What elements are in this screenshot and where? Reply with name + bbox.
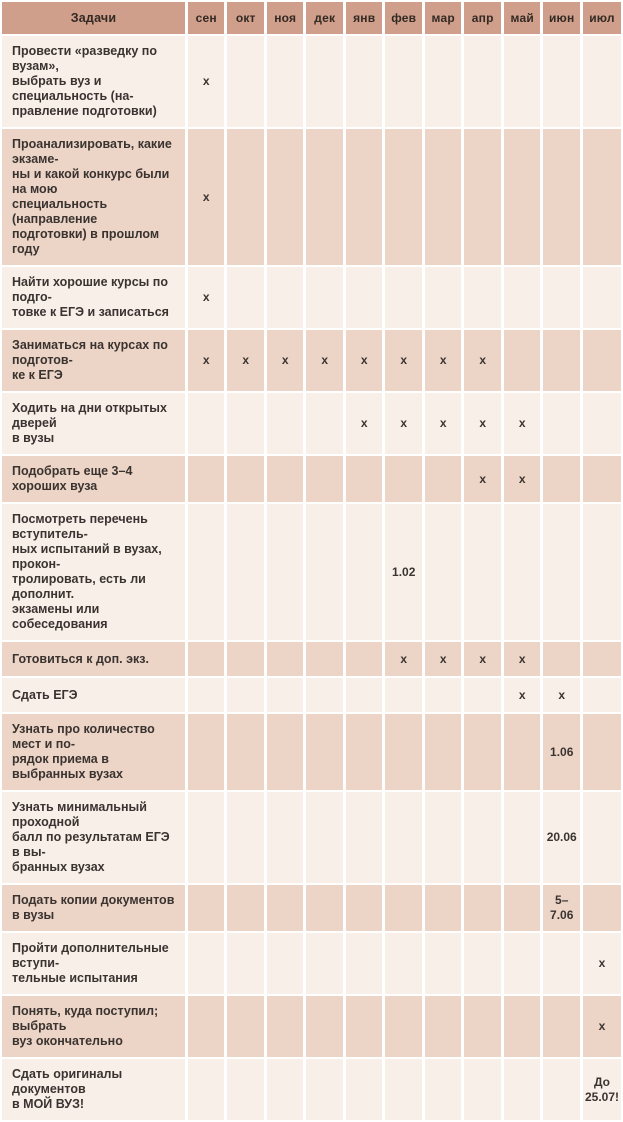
column-header-month-2: окт: [227, 2, 264, 34]
empty-cell: [227, 456, 264, 502]
schedule-mark-cell: До 25.07!: [583, 1059, 621, 1120]
empty-cell: [267, 504, 304, 640]
empty-cell: [464, 792, 501, 883]
empty-cell: [346, 504, 383, 640]
empty-cell: [543, 267, 580, 328]
empty-cell: [188, 996, 224, 1057]
empty-cell: [543, 1059, 580, 1120]
empty-cell: [464, 1059, 501, 1120]
empty-cell: [425, 1059, 462, 1120]
task-label-line: товке к ЕГЭ и записаться: [12, 305, 169, 319]
empty-cell: [504, 885, 541, 931]
empty-cell: [227, 642, 264, 676]
empty-cell: [425, 267, 462, 328]
empty-cell: [188, 393, 224, 454]
empty-cell: [425, 456, 462, 502]
task-label-line: Найти хорошие курсы по подго-: [12, 275, 168, 304]
empty-cell: [267, 678, 304, 712]
task-label-line: Сдать ЕГЭ: [12, 687, 78, 702]
task-label: [12, 137, 175, 257]
task-label: [12, 275, 175, 320]
empty-cell: [267, 456, 304, 502]
empty-cell: [267, 36, 304, 127]
task-cell: [2, 456, 185, 502]
task-label: [12, 401, 175, 446]
empty-cell: [425, 996, 462, 1057]
empty-cell: [583, 393, 621, 454]
task-label: [12, 652, 149, 667]
task-label-line: Понять, куда поступил; выбрать: [12, 1004, 159, 1033]
task-label: [12, 941, 175, 986]
empty-cell: [306, 996, 343, 1057]
empty-cell: [267, 885, 304, 931]
empty-cell: [346, 714, 383, 790]
empty-cell: [464, 267, 501, 328]
column-header-month-4: дек: [306, 2, 343, 34]
empty-cell: [543, 456, 580, 502]
task-cell: [2, 642, 185, 676]
task-label-line: правление подготовки): [12, 104, 157, 118]
empty-cell: [267, 267, 304, 328]
empty-cell: [267, 393, 304, 454]
empty-cell: [227, 885, 264, 931]
schedule-mark-cell: x: [464, 642, 501, 676]
empty-cell: [306, 642, 343, 676]
task-label: [12, 512, 175, 632]
task-label-line: в МОЙ ВУЗ!: [12, 1097, 85, 1111]
task-cell: [2, 1059, 185, 1120]
task-label-line: выбрать вуз и специальность (на-: [12, 74, 134, 103]
empty-cell: [543, 330, 580, 391]
empty-cell: [346, 129, 383, 265]
task-label-line: в вузы: [12, 431, 55, 445]
empty-cell: [267, 1059, 304, 1120]
empty-cell: [583, 36, 621, 127]
empty-cell: [504, 36, 541, 127]
task-label-line: тролировать, есть ли дополнит.: [12, 572, 146, 601]
empty-cell: [188, 792, 224, 883]
empty-cell: [267, 792, 304, 883]
empty-cell: [267, 714, 304, 790]
task-label-line: Подать копии документов в вузы: [12, 893, 175, 922]
empty-cell: [385, 714, 421, 790]
empty-cell: [346, 996, 383, 1057]
empty-cell: [306, 504, 343, 640]
empty-cell: [385, 933, 421, 994]
empty-cell: [346, 933, 383, 994]
empty-cell: [583, 792, 621, 883]
task-label-line: Заниматься на курсах по подготов-: [12, 338, 168, 367]
schedule-mark-cell: 1.06: [543, 714, 580, 790]
task-label-line: Подобрать еще 3–4 хороших вуза: [12, 464, 133, 493]
empty-cell: [188, 678, 224, 712]
schedule-mark-cell: x: [543, 678, 580, 712]
empty-cell: [543, 933, 580, 994]
empty-cell: [306, 933, 343, 994]
empty-cell: [583, 504, 621, 640]
task-label-line: Узнать про количество мест и по-: [12, 722, 155, 751]
empty-cell: [464, 996, 501, 1057]
task-label: [12, 688, 78, 703]
empty-cell: [543, 129, 580, 265]
empty-cell: [267, 129, 304, 265]
empty-cell: [306, 36, 343, 127]
empty-cell: [385, 792, 421, 883]
empty-cell: [385, 678, 421, 712]
empty-cell: [227, 267, 264, 328]
schedule-mark-cell: x: [425, 330, 462, 391]
schedule-mark-cell: x: [504, 456, 541, 502]
empty-cell: [227, 504, 264, 640]
task-label-line: Узнать минимальный проходной: [12, 800, 147, 829]
empty-cell: [583, 330, 621, 391]
schedule-mark-cell: x: [504, 393, 541, 454]
empty-cell: [425, 933, 462, 994]
column-header-month-8: апр: [464, 2, 501, 34]
task-cell: [2, 678, 185, 712]
empty-cell: [504, 267, 541, 328]
column-header-month-10: июн: [543, 2, 580, 34]
task-cell: [2, 714, 185, 790]
schedule-mark-cell: x: [583, 933, 621, 994]
schedule-mark-cell: x: [267, 330, 304, 391]
schedule-mark-cell: x: [425, 642, 462, 676]
schedule-mark-cell: x: [385, 330, 421, 391]
empty-cell: [583, 456, 621, 502]
task-cell: [2, 933, 185, 994]
task-label-line: тельные испытания: [12, 971, 138, 985]
task-label: [12, 722, 175, 782]
empty-cell: [306, 792, 343, 883]
empty-cell: [306, 885, 343, 931]
empty-cell: [306, 393, 343, 454]
empty-cell: [346, 678, 383, 712]
empty-cell: [227, 996, 264, 1057]
empty-cell: [188, 933, 224, 994]
task-label-line: Ходить на дни открытых дверей: [12, 401, 167, 430]
empty-cell: [227, 933, 264, 994]
task-label: [12, 464, 175, 494]
schedule-mark-cell: x: [188, 330, 224, 391]
task-cell: [2, 267, 185, 328]
schedule-mark-cell: x: [583, 996, 621, 1057]
empty-cell: [385, 36, 421, 127]
task-label-line: Пройти дополнительные вступи-: [12, 941, 169, 970]
empty-cell: [227, 714, 264, 790]
empty-cell: [188, 456, 224, 502]
schedule-mark-cell: x: [504, 642, 541, 676]
task-label: [12, 893, 175, 923]
empty-cell: [385, 456, 421, 502]
schedule-mark-cell: 1.02: [385, 504, 421, 640]
schedule-mark-cell: x: [346, 393, 383, 454]
column-header-month-1: сен: [188, 2, 224, 34]
task-label-line: специальность (направление: [12, 197, 108, 226]
empty-cell: [583, 129, 621, 265]
empty-cell: [227, 678, 264, 712]
empty-cell: [346, 456, 383, 502]
schedule-mark-cell: 5–7.06: [543, 885, 580, 931]
empty-cell: [346, 36, 383, 127]
empty-cell: [385, 267, 421, 328]
empty-cell: [425, 678, 462, 712]
task-cell: [2, 393, 185, 454]
empty-cell: [464, 504, 501, 640]
empty-cell: [425, 885, 462, 931]
task-label-line: рядок приема в выбранных вузах: [12, 752, 123, 781]
empty-cell: [504, 504, 541, 640]
schedule-mark-cell: x: [425, 393, 462, 454]
empty-cell: [543, 996, 580, 1057]
task-label-line: экзамены или собеседования: [12, 602, 108, 631]
empty-cell: [583, 642, 621, 676]
schedule-mark-cell: x: [188, 267, 224, 328]
empty-cell: [346, 792, 383, 883]
schedule-mark-cell: x: [188, 36, 224, 127]
empty-cell: [464, 678, 501, 712]
empty-cell: [464, 885, 501, 931]
schedule-mark-cell: x: [188, 129, 224, 265]
task-cell: [2, 996, 185, 1057]
schedule-mark-cell: x: [306, 330, 343, 391]
empty-cell: [425, 36, 462, 127]
task-cell: [2, 504, 185, 640]
empty-cell: [346, 642, 383, 676]
column-header-month-7: мар: [425, 2, 462, 34]
empty-cell: [306, 1059, 343, 1120]
task-label: [12, 44, 175, 119]
task-label-line: подготовки) в прошлом году: [12, 227, 160, 256]
empty-cell: [267, 933, 304, 994]
empty-cell: [385, 129, 421, 265]
schedule-mark-cell: x: [464, 456, 501, 502]
task-cell: [2, 330, 185, 391]
empty-cell: [227, 393, 264, 454]
task-label: [12, 1004, 175, 1049]
task-label: [12, 338, 175, 383]
schedule-mark-cell: x: [464, 393, 501, 454]
empty-cell: [385, 1059, 421, 1120]
empty-cell: [543, 642, 580, 676]
empty-cell: [425, 714, 462, 790]
empty-cell: [464, 129, 501, 265]
task-label-line: балл по результатам ЕГЭ в вы-: [12, 830, 170, 859]
task-cell: [2, 885, 185, 931]
column-header-tasks: Задачи: [2, 2, 185, 34]
empty-cell: [504, 1059, 541, 1120]
task-label-line: ны и какой конкурс были на мою: [12, 167, 170, 196]
empty-cell: [385, 885, 421, 931]
empty-cell: [346, 267, 383, 328]
empty-cell: [188, 714, 224, 790]
empty-cell: [543, 36, 580, 127]
task-label-line: Сдать оригиналы документов: [12, 1067, 123, 1096]
empty-cell: [464, 714, 501, 790]
task-label: [12, 800, 175, 875]
empty-cell: [504, 330, 541, 391]
empty-cell: [425, 129, 462, 265]
empty-cell: [306, 129, 343, 265]
empty-cell: [583, 267, 621, 328]
empty-cell: [267, 996, 304, 1057]
empty-cell: [504, 933, 541, 994]
schedule-mark-cell: 20.06: [543, 792, 580, 883]
empty-cell: [306, 714, 343, 790]
empty-cell: [306, 678, 343, 712]
empty-cell: [227, 1059, 264, 1120]
task-label-line: ке к ЕГЭ: [12, 368, 63, 382]
empty-cell: [504, 714, 541, 790]
schedule-mark-cell: x: [504, 678, 541, 712]
schedule-mark-cell: x: [346, 330, 383, 391]
empty-cell: [227, 36, 264, 127]
empty-cell: [464, 36, 501, 127]
empty-cell: [504, 129, 541, 265]
empty-cell: [583, 678, 621, 712]
schedule-mark-cell: x: [385, 642, 421, 676]
empty-cell: [267, 642, 304, 676]
empty-cell: [583, 714, 621, 790]
schedule-mark-cell: x: [227, 330, 264, 391]
column-header-month-5: янв: [346, 2, 383, 34]
empty-cell: [425, 504, 462, 640]
empty-cell: [346, 1059, 383, 1120]
empty-cell: [346, 885, 383, 931]
empty-cell: [504, 996, 541, 1057]
empty-cell: [464, 933, 501, 994]
empty-cell: [188, 1059, 224, 1120]
column-header-month-6: фев: [385, 2, 421, 34]
schedule-mark-cell: x: [385, 393, 421, 454]
task-label-line: вуз окончательно: [12, 1034, 123, 1048]
empty-cell: [583, 885, 621, 931]
empty-cell: [188, 504, 224, 640]
column-header-month-11: июл: [583, 2, 621, 34]
task-label-line: Готовиться к доп. экз.: [12, 651, 149, 666]
empty-cell: [504, 792, 541, 883]
task-label-line: бранных вузах: [12, 860, 105, 874]
task-label-line: Провести «разведку по вузам»,: [12, 44, 157, 73]
empty-cell: [188, 885, 224, 931]
schedule-mark-cell: x: [464, 330, 501, 391]
empty-cell: [188, 642, 224, 676]
task-label-line: Посмотреть перечень вступитель-: [12, 512, 148, 541]
empty-cell: [425, 792, 462, 883]
task-cell: [2, 36, 185, 127]
task-label: [12, 1067, 175, 1112]
task-label-line: ных испытаний в вузах, прокон-: [12, 542, 162, 571]
task-label-line: Проанализировать, какие экзаме-: [12, 137, 172, 166]
empty-cell: [543, 393, 580, 454]
task-cell: [2, 792, 185, 883]
empty-cell: [385, 996, 421, 1057]
empty-cell: [543, 504, 580, 640]
empty-cell: [306, 456, 343, 502]
column-header-month-3: ноя: [267, 2, 304, 34]
task-cell: [2, 129, 185, 265]
empty-cell: [306, 267, 343, 328]
column-header-month-9: май: [504, 2, 541, 34]
empty-cell: [227, 792, 264, 883]
empty-cell: [227, 129, 264, 265]
